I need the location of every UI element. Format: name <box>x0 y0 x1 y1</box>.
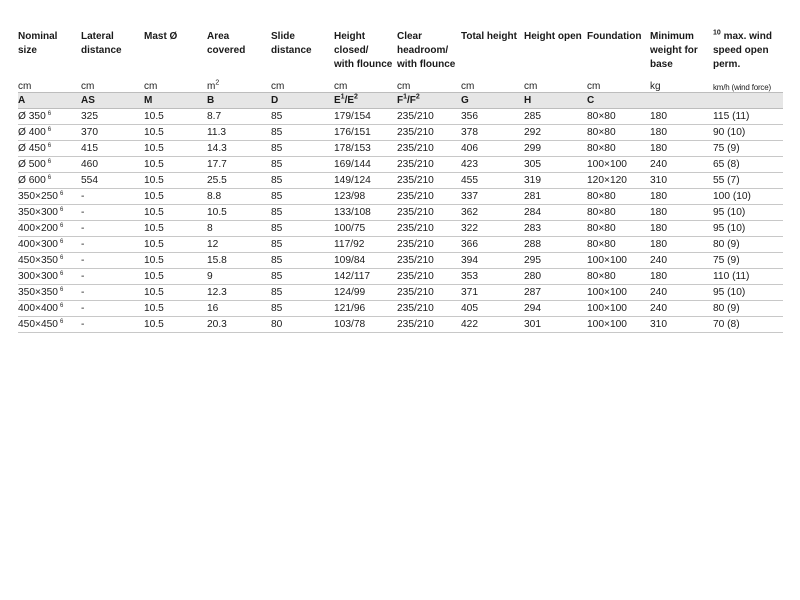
table-cell: 80 <box>271 317 334 333</box>
table-cell: 180 <box>650 109 713 125</box>
table-cell: 423 <box>461 157 524 173</box>
table-cell: 362 <box>461 205 524 221</box>
size-footnote-marker: 6 <box>59 254 64 261</box>
table-cell: 110 (11) <box>713 269 783 285</box>
table-row <box>18 237 783 253</box>
table-cell: - <box>81 301 144 317</box>
table-cell: 80×80 <box>587 205 650 221</box>
table-cell: 85 <box>271 205 334 221</box>
header-slide-distance: Slide distance <box>271 31 312 56</box>
table-cell: 80 (9) <box>713 301 783 317</box>
table-cell: 100×100 <box>587 157 650 173</box>
nominal-size-cell: 450×350 $^6$ <box>18 253 81 269</box>
table-row <box>18 253 783 269</box>
table-cell: 235/210 <box>397 221 461 237</box>
table-cell: 80×80 <box>587 269 650 285</box>
table-cell: 85 <box>271 157 334 173</box>
table-cell: 8.7 <box>207 109 271 125</box>
table-row <box>18 317 783 333</box>
table-cell: 85 <box>271 253 334 269</box>
table-cell: 85 <box>271 237 334 253</box>
table-cell: 8 <box>207 221 271 237</box>
table-cell: 366 <box>461 237 524 253</box>
size-footnote-marker: 6 <box>59 302 64 309</box>
table-cell: 415 <box>81 141 144 157</box>
header-area-covered: Area covered <box>207 31 246 56</box>
size-footnote-marker: 6 <box>47 110 52 117</box>
code-cell: M <box>144 93 207 109</box>
table-cell: 10.5 <box>144 157 207 173</box>
header-foundation: Foundation <box>587 31 642 42</box>
table-cell: 310 <box>650 317 713 333</box>
table-cell: 10.5 <box>144 301 207 317</box>
table-cell: 10.5 <box>144 141 207 157</box>
table-cell: 235/210 <box>397 205 461 221</box>
table-cell: 55 (7) <box>713 173 783 189</box>
table-cell: 65 (8) <box>713 157 783 173</box>
table-cell: 100×100 <box>587 285 650 301</box>
table-cell: 235/210 <box>397 125 461 141</box>
table-cell: 460 <box>81 157 144 173</box>
table-row <box>18 285 783 301</box>
code-cell <box>650 93 713 109</box>
size-footnote-marker: 6 <box>59 238 64 245</box>
table-cell: 353 <box>461 269 524 285</box>
table-cell: 180 <box>650 269 713 285</box>
table-cell: 10.5 <box>144 269 207 285</box>
nominal-size-cell: Ø 500 $^6$ <box>18 157 81 173</box>
table-cell: 394 <box>461 253 524 269</box>
table-cell: 281 <box>524 189 587 205</box>
table-cell: 85 <box>271 125 334 141</box>
unit-cell: cm <box>144 78 207 93</box>
code-cell: AS <box>81 93 144 109</box>
header-height-open: Height open <box>524 31 582 42</box>
table-cell: 10.5 <box>144 285 207 301</box>
table-cell: 235/210 <box>397 109 461 125</box>
table-cell: 325 <box>81 109 144 125</box>
table-cell: 179/154 <box>334 109 397 125</box>
table-row <box>18 141 783 157</box>
wind-footnote-marker: 10 <box>713 29 721 37</box>
column-header-row <box>18 30 783 78</box>
unit-cell: kg <box>650 78 713 93</box>
table-cell: 180 <box>650 237 713 253</box>
table-cell: - <box>81 285 144 301</box>
table-cell: 180 <box>650 125 713 141</box>
table-cell: 180 <box>650 141 713 157</box>
table-cell: 85 <box>271 285 334 301</box>
table-row <box>18 221 783 237</box>
unit-cell: cm <box>587 78 650 93</box>
header-clear-headroom: Clear headroom/ with flounce <box>397 31 456 70</box>
table-cell: 180 <box>650 205 713 221</box>
table-cell: 10.5 <box>144 109 207 125</box>
table-cell: 10.5 <box>144 205 207 221</box>
header-height-closed: Height closed/ with flounce <box>334 31 393 70</box>
size-footnote-marker: 6 <box>47 158 52 165</box>
table-cell: 85 <box>271 189 334 205</box>
table-cell: 12 <box>207 237 271 253</box>
table-cell: 10.5 <box>144 253 207 269</box>
table-cell: 9 <box>207 269 271 285</box>
table-cell: 103/78 <box>334 317 397 333</box>
table-cell: 95 (10) <box>713 221 783 237</box>
unit-cell: km/h (wind force) <box>713 78 783 93</box>
table-cell: 16 <box>207 301 271 317</box>
table-cell: 235/210 <box>397 173 461 189</box>
table-cell: 20.3 <box>207 317 271 333</box>
table-row <box>18 109 783 125</box>
table-cell: 283 <box>524 221 587 237</box>
table-cell: 405 <box>461 301 524 317</box>
unit-row <box>18 78 783 93</box>
table-cell: 109/84 <box>334 253 397 269</box>
table-cell: 85 <box>271 173 334 189</box>
nominal-size-cell: Ø 450 $^6$ <box>18 141 81 157</box>
table-row <box>18 269 783 285</box>
size-footnote-marker: 6 <box>59 286 64 293</box>
table-cell: 299 <box>524 141 587 157</box>
size-footnote-marker: 6 <box>47 142 52 149</box>
table-cell: - <box>81 237 144 253</box>
table-cell: 319 <box>524 173 587 189</box>
table-cell: 235/210 <box>397 141 461 157</box>
table-cell: 80×80 <box>587 189 650 205</box>
table-cell: 80×80 <box>587 109 650 125</box>
header-max-wind-speed: $^{10}$ max. wind speed open perm. <box>713 29 772 70</box>
size-footnote-marker: 6 <box>59 270 64 277</box>
table-cell: 287 <box>524 285 587 301</box>
nominal-size-cell: 350×250 $^6$ <box>18 189 81 205</box>
table-cell: 100×100 <box>587 301 650 317</box>
table-cell: 8.8 <box>207 189 271 205</box>
table-cell: - <box>81 269 144 285</box>
table-cell: 14.3 <box>207 141 271 157</box>
size-footnote-marker: 6 <box>47 174 52 181</box>
unit-cell-area: $m^2$ <box>207 78 271 93</box>
table-cell: 422 <box>461 317 524 333</box>
table-cell: 235/210 <box>397 189 461 205</box>
table-cell: - <box>81 221 144 237</box>
table-cell: 285 <box>524 109 587 125</box>
table-cell: 25.5 <box>207 173 271 189</box>
table-cell: 95 (10) <box>713 205 783 221</box>
table-cell: 305 <box>524 157 587 173</box>
table-cell: 100×100 <box>587 317 650 333</box>
header-mast-diameter: Mast Ø <box>144 31 178 42</box>
table-cell: 337 <box>461 189 524 205</box>
table-cell: 11.3 <box>207 125 271 141</box>
nominal-size-cell: 350×300 $^6$ <box>18 205 81 221</box>
table-row <box>18 173 783 189</box>
code-cell: G <box>461 93 524 109</box>
table-row <box>18 125 783 141</box>
table-cell: 371 <box>461 285 524 301</box>
size-footnote-marker: 6 <box>59 206 64 213</box>
table-cell: 115 (11) <box>713 109 783 125</box>
unit-cell: cm <box>461 78 524 93</box>
table-cell: 322 <box>461 221 524 237</box>
table-cell: - <box>81 189 144 205</box>
unit-cell: cm <box>81 78 144 93</box>
unit-cell: cm <box>271 78 334 93</box>
table-cell: 85 <box>271 109 334 125</box>
table-cell: 235/210 <box>397 253 461 269</box>
table-cell: 176/151 <box>334 125 397 141</box>
table-cell: 406 <box>461 141 524 157</box>
header-minimum-weight: Minimum weight for base <box>650 31 698 70</box>
table-cell: 17.7 <box>207 157 271 173</box>
table-cell: 235/210 <box>397 237 461 253</box>
table-cell: 142/117 <box>334 269 397 285</box>
table-cell: 75 (9) <box>713 253 783 269</box>
table-cell: 117/92 <box>334 237 397 253</box>
table-body <box>18 109 783 333</box>
table-cell: 100×100 <box>587 253 650 269</box>
code-cell: D <box>271 93 334 109</box>
table-cell: 75 (9) <box>713 141 783 157</box>
table-cell: 378 <box>461 125 524 141</box>
table-cell: 85 <box>271 301 334 317</box>
table-cell: 235/210 <box>397 317 461 333</box>
table-cell: 80×80 <box>587 125 650 141</box>
table-cell: 235/210 <box>397 269 461 285</box>
table-cell: 10.5 <box>144 221 207 237</box>
unit-cell: cm <box>18 78 81 93</box>
table-cell: - <box>81 317 144 333</box>
nominal-size-cell: 400×200 $^6$ <box>18 221 81 237</box>
table-cell: 100 (10) <box>713 189 783 205</box>
table-cell: 124/99 <box>334 285 397 301</box>
table-cell: 10.5 <box>144 173 207 189</box>
nominal-size-cell: 300×300 $^6$ <box>18 269 81 285</box>
code-cell: H <box>524 93 587 109</box>
code-cell: B <box>207 93 271 109</box>
table-cell: 149/124 <box>334 173 397 189</box>
table-cell: 280 <box>524 269 587 285</box>
table-cell: 235/210 <box>397 285 461 301</box>
table-cell: 85 <box>271 269 334 285</box>
size-footnote-marker: 6 <box>59 222 64 229</box>
nominal-size-cell: 450×450 $^6$ <box>18 317 81 333</box>
table-cell: 240 <box>650 301 713 317</box>
table-cell: 235/210 <box>397 157 461 173</box>
table-cell: 455 <box>461 173 524 189</box>
nominal-size-cell: Ø 350 $^6$ <box>18 109 81 125</box>
table-cell: 10.5 <box>144 317 207 333</box>
size-footnote-marker: 6 <box>47 126 52 133</box>
table-cell: 123/98 <box>334 189 397 205</box>
nominal-size-cell: Ø 600 $^6$ <box>18 173 81 189</box>
table-cell: 120×120 <box>587 173 650 189</box>
header-nominal-size: Nominal size <box>18 31 58 56</box>
table-cell: 240 <box>650 253 713 269</box>
code-cell: A <box>18 93 81 109</box>
table-cell: 240 <box>650 157 713 173</box>
table-cell: 310 <box>650 173 713 189</box>
table-cell: 80×80 <box>587 237 650 253</box>
table-cell: 133/108 <box>334 205 397 221</box>
size-footnote-marker: 6 <box>59 190 64 197</box>
table-row <box>18 189 783 205</box>
table-cell: 80 (9) <box>713 237 783 253</box>
table-cell: 100/75 <box>334 221 397 237</box>
size-footnote-marker: 6 <box>59 318 64 325</box>
code-row <box>18 93 783 109</box>
table-cell: 554 <box>81 173 144 189</box>
table-cell: 80×80 <box>587 141 650 157</box>
table-cell: 10.5 <box>144 189 207 205</box>
table-cell: 292 <box>524 125 587 141</box>
table-cell: 12.3 <box>207 285 271 301</box>
table-cell: 178/153 <box>334 141 397 157</box>
table-cell: 70 (8) <box>713 317 783 333</box>
nominal-size-cell: 400×300 $^6$ <box>18 237 81 253</box>
nominal-size-cell: 400×400 $^6$ <box>18 301 81 317</box>
table-cell: 294 <box>524 301 587 317</box>
unit-cell: cm <box>524 78 587 93</box>
code-cell-f: $F^1/F^2$ <box>397 93 461 109</box>
table-cell: 10.5 <box>144 237 207 253</box>
table-cell: 301 <box>524 317 587 333</box>
table-row <box>18 205 783 221</box>
table-cell: 80×80 <box>587 221 650 237</box>
table-cell: 356 <box>461 109 524 125</box>
table-cell: 85 <box>271 221 334 237</box>
table-cell: 169/144 <box>334 157 397 173</box>
table-cell: 295 <box>524 253 587 269</box>
header-total-height: Total height <box>461 31 517 42</box>
parasol-spec-table <box>18 30 783 333</box>
unit-cell: cm <box>397 78 461 93</box>
table-cell: - <box>81 205 144 221</box>
table-cell: 10.5 <box>207 205 271 221</box>
header-lateral-distance: Lateral distance <box>81 31 122 56</box>
table-cell: 180 <box>650 221 713 237</box>
table-cell: 240 <box>650 285 713 301</box>
table-row <box>18 301 783 317</box>
table-row <box>18 157 783 173</box>
table-cell: 370 <box>81 125 144 141</box>
table-cell: 121/96 <box>334 301 397 317</box>
table-cell: 85 <box>271 141 334 157</box>
code-cell: C <box>587 93 650 109</box>
unit-cell: cm <box>334 78 397 93</box>
table-cell: 284 <box>524 205 587 221</box>
code-cell-e: $E^1/E^2$ <box>334 93 397 109</box>
code-cell <box>713 93 783 109</box>
table-cell: 95 (10) <box>713 285 783 301</box>
table-cell: 15.8 <box>207 253 271 269</box>
table-cell: - <box>81 253 144 269</box>
nominal-size-cell: Ø 400 $^6$ <box>18 125 81 141</box>
table-cell: 90 (10) <box>713 125 783 141</box>
table-cell: 10.5 <box>144 125 207 141</box>
table-cell: 180 <box>650 189 713 205</box>
nominal-size-cell: 350×350 $^6$ <box>18 285 81 301</box>
table-cell: 288 <box>524 237 587 253</box>
table-cell: 235/210 <box>397 301 461 317</box>
